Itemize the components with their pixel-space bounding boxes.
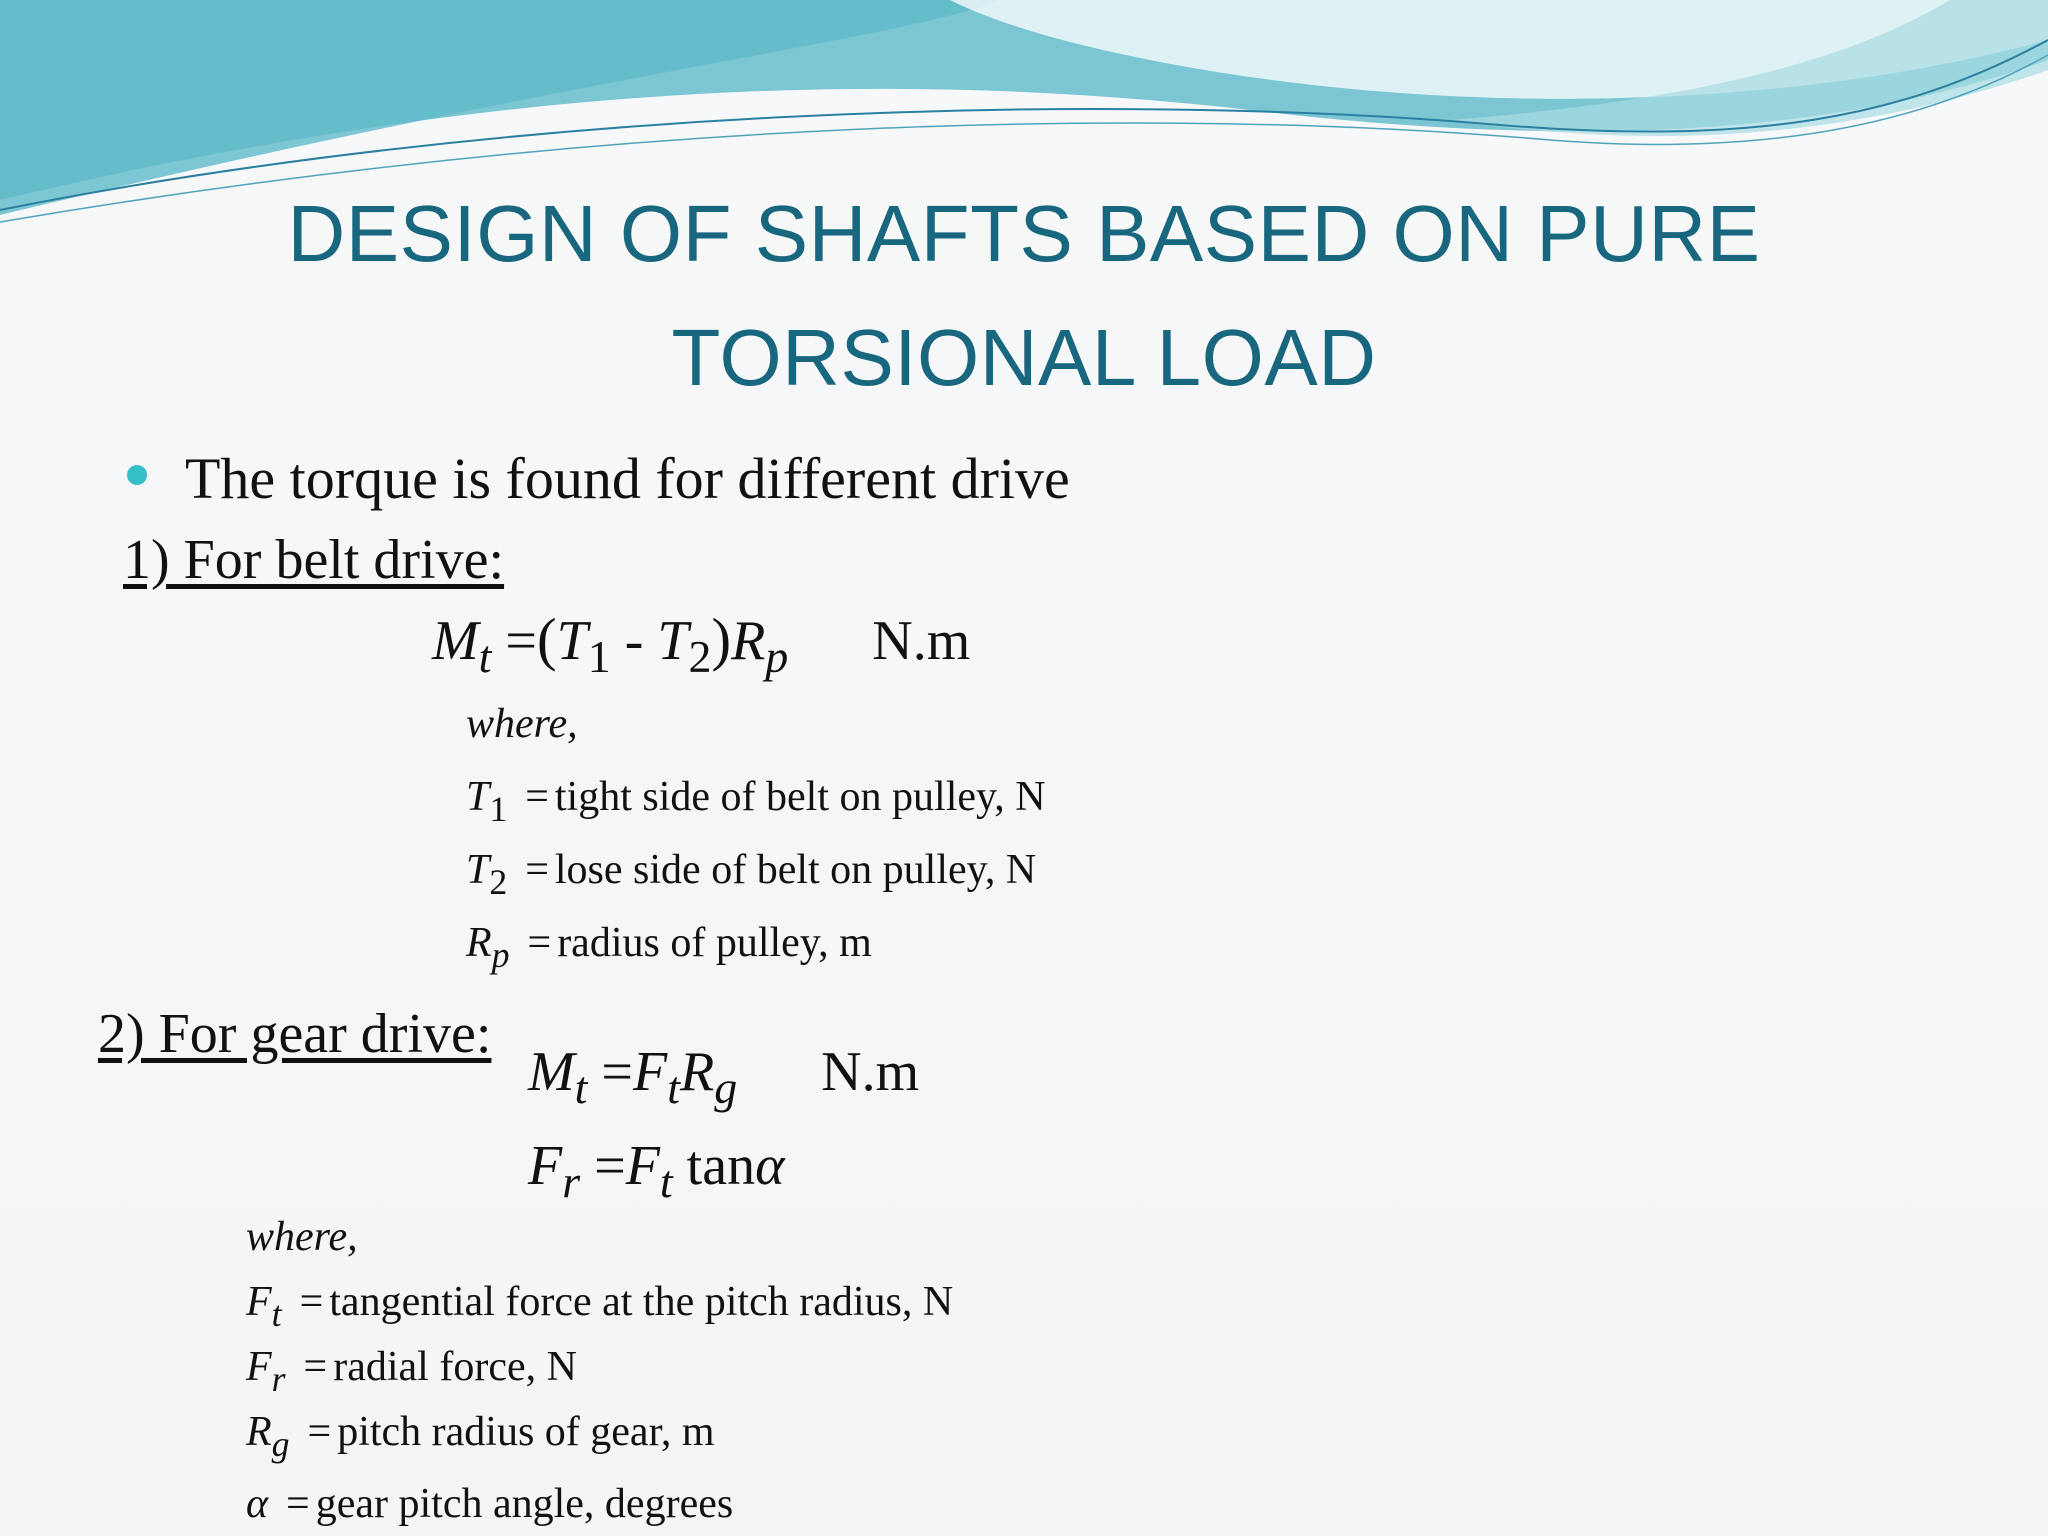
belt-drive-heading: 1) For belt drive: [123, 529, 505, 591]
gear-def-alpha: α = gear pitch angle, degrees [246, 1481, 734, 1527]
gear-torque-equation: $M_t =F_tR_g$ N.m [528, 1041, 920, 1113]
slide-title-line-2: TORSIONAL LOAD [671, 313, 1377, 402]
gear-where-label: where, [246, 1214, 358, 1260]
gear-def-rg: Rg = pitch radius of gear, m [246, 1409, 715, 1464]
bullet-text: The torque is found for different drive [185, 446, 1070, 511]
belt-torque-equation: $M_t =(T_1 - T_2)R_p$ N.m [432, 607, 971, 682]
gear-def-ft: Ft = tangential force at the pitch radius, N [246, 1279, 954, 1334]
belt-where-label: where, [466, 701, 578, 747]
belt-def-t1: T1 = tight side of belt on pulley, N [466, 774, 1046, 829]
belt-def-rp: Rp = radius of pulley, m [466, 920, 872, 975]
gear-drive-heading: 2) For gear drive: [98, 1003, 492, 1065]
gear-def-fr: Fr = radial force, N [246, 1344, 577, 1399]
slide-title-line-1: DESIGN OF SHAFTS BASED ON PURE [287, 189, 1761, 278]
belt-def-t2: T2 = lose side of belt on pulley, N [466, 847, 1037, 902]
gear-radial-force-equation: $F_r =F_t$ tanα [528, 1135, 785, 1207]
bullet-dot-icon [127, 465, 147, 485]
